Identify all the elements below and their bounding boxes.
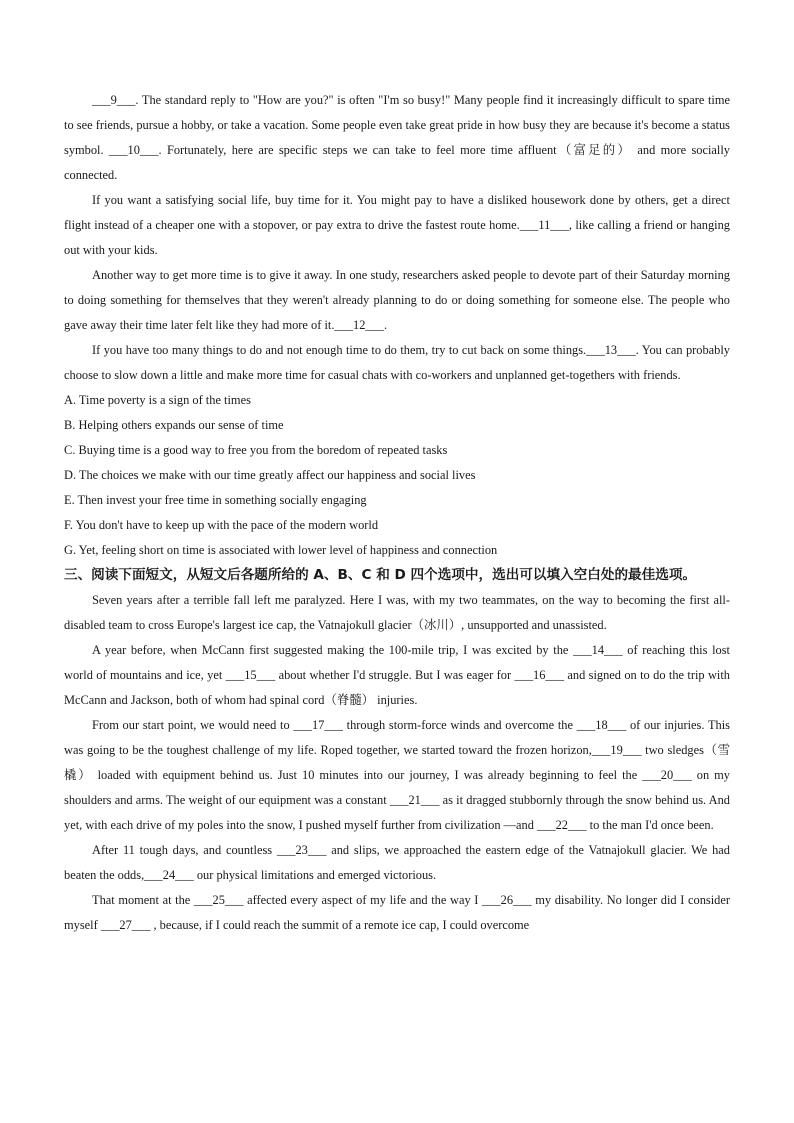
option-g: G. Yet, feeling short on time is associated with lower level of happiness and connection (64, 543, 498, 557)
option-c: C. Buying time is a good way to free you from the boredom of repeated tasks (64, 443, 448, 457)
section-heading: 三、阅读下面短文，从短文后各题所给的 A、B、C 和 D 四个选项中，选出可以填入空白处的最佳选项。 (64, 567, 697, 583)
option-b: B. Helping others expands our sense of time (64, 418, 284, 432)
option-d: D. The choices we make with our time greatly affect our happiness and social lives (64, 468, 476, 482)
cloze-paragraph: From our start point, we would need to ___17___ through storm-force winds and overcome the ___18___ of our injuries. This was going to be the toughest challenge of my life. Roped together, we started toward the frozen horizon,___19___ two sledges（雪橇） loaded with equipment behind us. Just 10 minutes into our journey, I was already beginning to feel the ___20___ on my shoulders and arms. The weight of our equipment was a constant ___21___ as it dragged stubbornly through the snow behind us. And yet, with each drive of my poles into the snow, I pushed myself further from civilization —and ___22___ to the man I'd once been. (64, 718, 730, 832)
cloze-paragraph: A year before, when McCann first suggested making the 100-mile trip, I was excited by the ___14___ of reaching this lost world of mountains and ice, yet ___15___ about whether I'd struggle. But I was eager for ___16___ and signed on to do the trip with McCann and Jackson, both of whom had spinal cord（脊髓） injuries. (64, 643, 730, 707)
passage-paragraph: Another way to get more time is to give it away. In one study, researchers asked people to devote part of their Saturday morning to doing something for themselves that they weren't already planning to do or doing something for someone else. The people who gave away their time later felt like they had more of it.___12___. (64, 268, 730, 332)
option-e: E. Then invest your free time in something socially engaging (64, 493, 367, 507)
cloze-paragraph: Seven years after a terrible fall left me paralyzed. Here I was, with my two teammates, on the way to becoming the first all-disabled team to cross Europe's largest ice cap, the Vatnajokull glacier（冰川）, unsupported and unassisted. (64, 593, 730, 632)
passage-paragraph: If you want a satisfying social life, buy time for it. You might pay to have a disliked housework done by others, get a direct flight instead of a cheaper one with a stopover, or pay extra to drive the fastest route home.___11___, like calling a friend or hanging out with your kids. (64, 193, 730, 257)
option-f: F. You don't have to keep up with the pace of the modern world (64, 518, 379, 532)
page-content (64, 88, 730, 938)
option-a: A. Time poverty is a sign of the times (64, 393, 251, 407)
cloze-paragraph: That moment at the ___25___ affected every aspect of my life and the way I ___26___ my disability. No longer did I consider myself ___27___ , because, if I could reach the summit of a remote ice cap, I could overcome (64, 893, 730, 932)
passage-paragraph: ___9___. The standard reply to "How are you?" is often "I'm so busy!" Many people find it increasingly difficult to spare time to see friends, pursue a hobby, or take a vacation. Some people even take great pride in how busy they are because it's become a status symbol. ___10___. Fortunately, here are specific steps we can take to feel more time affluent（富足的） and more socially connected. (64, 93, 730, 182)
passage-paragraph: If you have too many things to do and not enough time to do them, try to cut back on some things.___13___. You can probably choose to slow down a little and make more time for casual chats with co-workers and unplanned get-togethers with friends. (64, 343, 730, 382)
cloze-paragraph: After 11 tough days, and countless ___23___ and slips, we approached the eastern edge of the Vatnajokull glacier. We had beaten the odds,___24___ our physical limitations and emerged victorious. (64, 843, 730, 882)
